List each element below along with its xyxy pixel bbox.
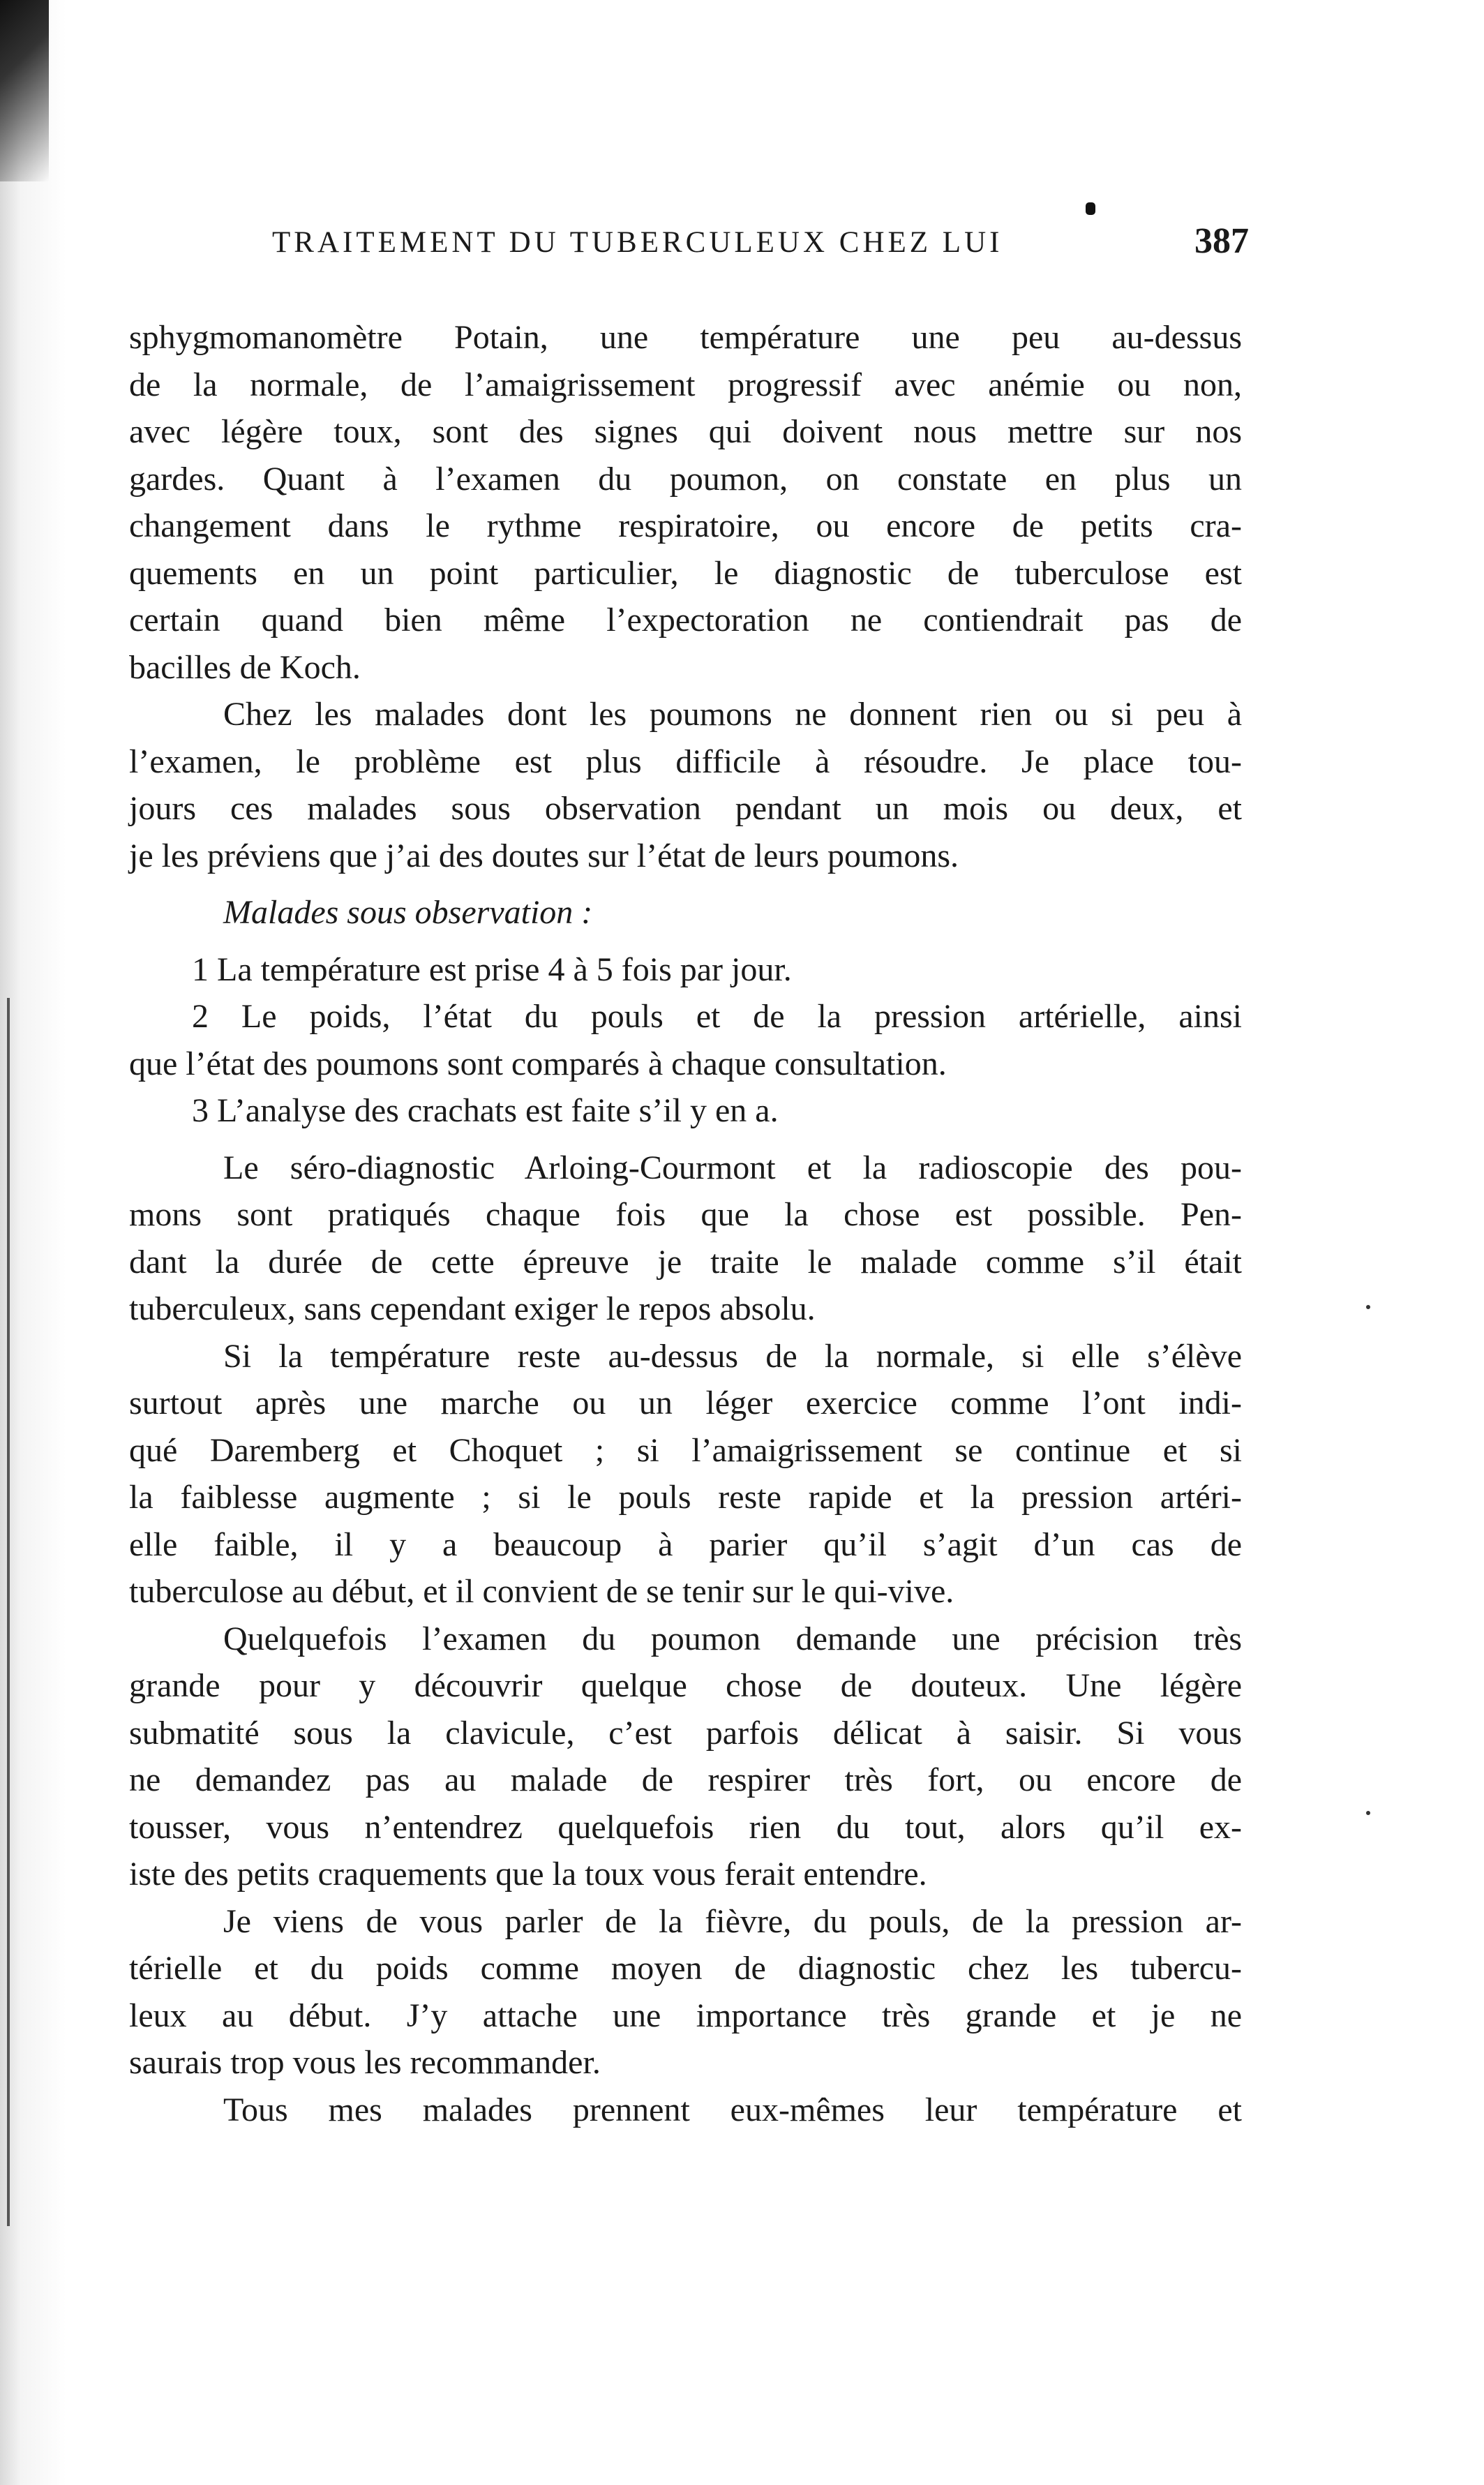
text-line: certain quand bien même l’expectoration ne contiendrait pas de (129, 602, 1242, 639)
paragraph (129, 1144, 1242, 1333)
paragraph (129, 1898, 1242, 2087)
paragraph (129, 691, 1242, 879)
text-line: grande pour y découvrir quelque chose de douteux. Une légère (129, 1667, 1242, 1704)
text-line: l’examen, le problème est plus difficile à résoudre. Je place tou- (129, 742, 1242, 780)
text-line: sphygmomanomètre Potain, une température une peu au-dessus (129, 319, 1242, 356)
list-item: 3 L’analyse des crachats est faite s’il y en a. (192, 1092, 779, 1129)
text-line: avec légère toux, sont des signes qui doivent nous mettre sur nos (129, 413, 1242, 450)
list-item-continuation: que l’état des poumons sont comparés à chaque consultation. (129, 1045, 947, 1082)
text-line: je les préviens que j’ai des doutes sur l’état de leurs poumons. (129, 837, 959, 874)
paragraph (129, 2087, 1242, 2134)
running-title: TRAITEMENT DU TUBERCULEUX CHEZ LUI (272, 226, 1003, 259)
paragraph (129, 1333, 1242, 1615)
text-line: dant la durée de cette épreuve je traite le malade comme s’il était (129, 1243, 1242, 1281)
list-item: 2 Le poids, l’état du pouls et de la pression artérielle, ainsi (192, 998, 1242, 1035)
text-line: la faiblesse augmente ; si le pouls reste rapide et la pression artéri- (129, 1479, 1242, 1516)
body-text (129, 314, 1242, 2133)
text-line: qué Daremberg et Choquet ; si l’amaigrissement se continue et si (129, 1431, 1242, 1469)
running-head (272, 222, 1249, 271)
text-line: surtout après une marche ou un léger exercice comme l’ont indi- (129, 1385, 1242, 1421)
section-heading: Malades sous observation : (223, 894, 593, 931)
text-line: mons sont pratiqués chaque fois que la chose est possible. Pen- (129, 1196, 1242, 1233)
text-line: Si la température reste au-dessus de la normale, si elle s’élève (223, 1337, 1242, 1375)
text-line: tuberculeux, sans cependant exiger le repos absolu. (129, 1290, 816, 1327)
text-line: Tous mes malades prennent eux-mêmes leur température et (223, 2091, 1242, 2128)
scan-shadow (0, 0, 49, 181)
text-line: quements en un point particulier, le diagnostic de tuberculose est (129, 554, 1242, 592)
binding-edge-line (7, 998, 10, 2226)
text-line: saurais trop vous les recommander. (129, 2044, 601, 2081)
text-line: bacilles de Koch. (129, 648, 361, 686)
scan-speck (1366, 1811, 1370, 1815)
text-line: submatité sous la clavicule, c’est parfois délicat à saisir. Si vous (129, 1714, 1242, 1752)
ink-mark (1086, 202, 1095, 215)
numbered-list (129, 946, 1242, 1135)
paragraph (129, 314, 1242, 691)
text-line: tousser, vous n’entendrez quelquefois rien du tout, alors qu’il ex- (129, 1808, 1242, 1846)
scan-speck (1366, 1305, 1370, 1309)
text-line: gardes. Quant à l’examen du poumon, on constate en plus un (129, 460, 1242, 498)
paragraph (129, 1615, 1242, 1898)
text-line: jours ces malades sous observation pendant un mois ou deux, et (129, 790, 1242, 827)
page-number: 387 (1194, 221, 1249, 261)
text-line: changement dans le rythme respiratoire, ou encore de petits cra- (129, 507, 1242, 544)
list-item: 1 La température est prise 4 à 5 fois par jour. (192, 950, 792, 988)
text-line: elle faible, il y a beaucoup à parier qu’il s’agit d’un cas de (129, 1525, 1242, 1563)
text-line: leux au début. J’y attache une importance très grande et je ne (129, 1997, 1242, 2034)
text-line: iste des petits craquements que la toux vous ferait entendre. (129, 1856, 927, 1893)
text-line: ne demandez pas au malade de respirer très fort, ou encore de (129, 1761, 1242, 1798)
text-line: Chez les malades dont les poumons ne donnent rien ou si peu à (223, 696, 1242, 733)
text-line: tuberculose au début, et il convient de se tenir sur le qui-vive. (129, 1573, 954, 1610)
text-line: Je viens de vous parler de la fièvre, du pouls, de la pression ar- (223, 1902, 1242, 1940)
page-edge-shading (0, 0, 66, 2485)
text-line: de la normale, de l’amaigrissement progressif avec anémie ou non, (129, 366, 1242, 403)
text-line: térielle et du poids comme moyen de diagnostic chez les tubercu- (129, 1950, 1242, 1987)
text-line: Quelquefois l’examen du poumon demande une précision très (223, 1620, 1242, 1657)
text-line: Le séro-diagnostic Arloing-Courmont et la radioscopie des pou- (223, 1149, 1242, 1186)
